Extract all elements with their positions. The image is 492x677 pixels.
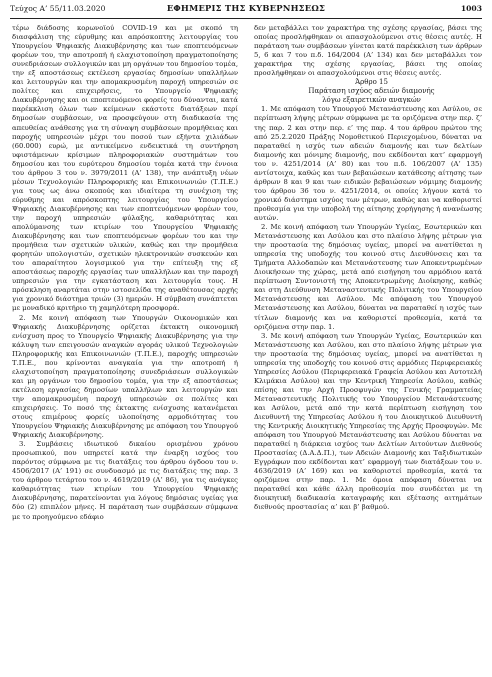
article-subtitle: Παράταση ισχύος αδειών διαμονής [308, 87, 435, 96]
paragraph: 1. Με απόφαση του Υπουργού Μετανάστευσης και Ασύλου, σε περίπτωση λήψης μέτρων σύμφωνα με τα οριζόμενα στην περ. ζ’ της παρ. 2 και στην περ. ε’ της παρ. 4 του άρθρου πρώτου της από 25.2.2020 Πράξης Νομοθετικού Περιεχομένου, δύναται να παραταθεί η ισχύς των αδειών διαμονής και των δελτίων διαμονής και μόνιμης διαμονής, που εκδίδονται κατ’ εφαρμογή του ν. 4251/2014 (Α’ 80) και του π.δ. 106/2007 (Α’ 135) αντίστοιχα, καθώς και των βεβαιώσεων κατάθεσης αίτησης των άρθρων 8 και 9 και των ειδικών βεβαιώσεων νόμιμης διαμονής του άρθρου 36 του ν. 4251/2014, οι οποίες λήγουν κατά το χρονικό διάστημα ισχύος των μέτρων, καθώς και να καθοριστεί προθεσμία για την υποβολή της αίτησης χορήγησης ή ανανέωσης αυτών. [254, 105, 482, 222]
left-column [12, 24, 238, 522]
paragraph: 3. Με κοινή απόφαση των Υπουργών Υγείας, Εσωτερικών και Μετανάστευσης και Ασύλου, και στο πλαίσιο λήψης μέτρων για την προστασία της δημόσιας υγείας, μπορεί να ανατίθεται η υπηρεσία της υποδοχής του κοινού στις αρμόδιες Περιφερειακές Υπηρεσίες Ασύλου (Περιφερειακά Γραφεία Ασύλου και Αυτοτελή Κλιμάκια Ασύλου) και την Κεντρική Υπηρεσία Ασύλου, καθώς επίσης και την Αρχή Προσφυγών της Γενικής Γραμματείας Μεταναστευτικής Πολιτικής του Υπουργείου Μετανάστευσης και Ασύλου, μετά από την κατά περίπτωση εισήγηση του Διευθυντή της Υπηρεσίας Ασύλου ή του Διοικητικού Διευθυντή της Κεντρικής Διοικητικής Υπηρεσίας της Αρχής Προσφυγών. Με απόφαση του Υπουργού Μετανάστευσης και Ασύλου δύναται να παραταθεί η διάρκεια ισχύος των Δελτίων Αιτούντων Διεθνούς Προστασίας (Δ.Α.Δ.Π.), των Αδειών Διαμονής και Ταξιδιωτικών Εγγράφων που εκδίδονται κατ’ εφαρμογή των διατάξεων του ν. 4636/2019 (Α’ 169) και να καθοριστεί προθεσμία, κατά τα οριζόμενα στην παρ. 1. Με όμοια απόφαση δύναται να παραταθεί και κάθε άλλη προθεσμία που συνδέεται με τη διοικητική διαδικασία καταγραφής και εξέτασης αιτημάτων διεθνούς προστασίας α’ και β’ βαθμού. [254, 331, 482, 512]
paragraph: δεν μεταβάλλει τον χαρακτήρα της σχέσης εργασίας, βάσει της οποίας προσλήφθηκαν οι απασχολούμενοι στις θέσεις αυτές. Η παράταση των συμβάσεων γίνεται κατά παρέκκλιση των άρθρων 5, 6 και 7 του π.δ. 164/2004 (Α’ 134) και δεν μεταβάλλει τον χαρακτήρα της σχέσης εργασίας, βάσει της οποίας προσλήφθηκαν οι απασχολούμενοι στις θέσεις αυτές. [254, 24, 482, 78]
paragraph: 2. Με κοινή απόφαση των Υπουργών Υγείας, Εσωτερικών και Μετανάστευσης και Ασύλου και στο πλαίσιο λήψης μέτρων για την προστασία της δημόσιας υγείας, μπορεί να ανατίθεται η υπηρεσία της υποδοχής του κοινού στις Διευθύνσεις και τα Τμήματα Αλλοδαπών και Μετανάστευσης των Αποκεντρωμένων Διοικήσεων της χώρας, μετά από εισήγηση του αρμόδιου κατά περίπτωση Συντονιστή της Αποκεντρωμένης Διοίκησης, καθώς και στη Διεύθυνση Μεταναστευτικής Πολιτικής του Υπουργείου Μετανάστευσης και Ασύλου. Με απόφαση του Υπουργού Μετανάστευσης και Ασύλου, δύναται να παραταθεί η ισχύς των τίτλων διαμονής και να καθοριστεί προθεσμία, κατά τα οριζόμενα στην παρ. 1. [254, 223, 482, 331]
gazette-title: ΕΦΗΜΕΡΙΣ ΤΗΣ ΚΥΒΕΡΝΗΣΕΩΣ [166, 3, 326, 13]
paragraph: 2. Με κοινή απόφαση των Υπουργών Οικονομικών και Ψηφιακής Διακυβέρνησης ορίζεται έκτακτη οικονομική ενίσχυση προς το Υπουργείο Ψηφιακής Διακυβέρνησης για την κάλυψη των επειγουσών αναγκών αγοράς υλικού Τεχνολογιών Πληροφορικής και Επικοινωνιών (Τ.Π.Ε.), παροχής υπηρεσιών Τ.Π.Ε., που κρίνονται αναγκαία για την αποτροπή ή ελαχιστοποίηση πραγματοποίησης συνεδριάσεων συλλογικών και μη οργάνων του δημοσίου τομέα, για την εξ αποστάσεως εκτέλεση εργασίας δημοσίων υπαλλήλων και λειτουργών και την απομακρυσμένη παροχή υπηρεσιών σε πολίτες και επιχειρήσεις. Το ποσό της έκτακτης ενίσχυσης κατανέμεται στους επιμέρους φορείς υλοποίησης αρμοδιότητας του Υπουργείου Ψηφιακής Διακυβέρνησης με απόφαση του Υπουργού Ψηφιακής Διακυβέρνησης. [12, 313, 238, 440]
article-title: Άρθρο 15 [355, 78, 388, 87]
page-header [10, 0, 482, 19]
paragraph: τέρω διάδοσης κορωνοϊού COVID-19 και με σκοπό τη διασφάλιση της εύρυθμης και απρόσκοπτης λειτουργίας του Υπουργείου Ψηφιακής Διακυβέρνησης και των εποπτευόμενων φορέων του, την αποτροπή ή ελαχιστοποίηση πραγματοποίησης συνεδριάσεων συλλογικών και μη οργάνων του δημοσίου τομέα, την εξ αποστάσεως εκτέλεση εργασίας δημοσίων υπαλλήλων και λειτουργών και την απομακρυσμένη παροχή υπηρεσιών σε πολίτες και επιχειρήσεις, το Υπουργείο Ψηφιακής Διακυβέρνησης και οι εποπτευόμενοι φορείς του δύνανται, κατά παρέκκλιση όλων των κείμενων εκάστοτε διατάξεων περί δημοσίων συμβάσεων, να προσφεύγουν στη διαδικασία της απευθείας ανάθεσης για τη σύναψη συμβάσεων προμήθειας και παροχής υπηρεσιών μέχρι του ποσού των εξήντα χιλιάδων (60.000) ευρώ, με αντικείμενο ενδεικτικά τη συντήρηση υφιστάμενων κρίσιμων πληροφοριακών συστημάτων του δημοσίου και του ευρύτερου δημοσίου τομέα κατά την έννοια του άρθρου 3 του ν. 3979/2011 (Α’ 138), την ανάπτυξη νέων μέσων Τεχνολογιών Πληροφορικής και Επικοινωνιών (Τ.Π.Ε.) για τους ως άνω σκοπούς και ιδιαίτερα τη συνέχιση της εύρυθμης και απρόσκοπτης λειτουργίας του Υπουργείου Ψηφιακής Διακυβέρνησης και των εποπτευόμενων φορέων του, την παροχή υπηρεσιών φύλαξης, καθαριότητας και απολύμανσης των κτιρίων του Υπουργείου Ψηφιακής Διακυβέρνησης και των εποπτευόμενων φορέων του και την προμήθεια των σχετικών υλικών, καθώς και την προμήθεια φορητών υπολογιστών, σχετικών ηλεκτρονικών συσκευών και του απαραίτητου λογισμικού για την επίτευξη της εξ αποστάσεως παροχής εργασίας των υπαλλήλων και την παροχή υπηρεσιών για την εγκατάσταση και λειτουργία τους. Η πρόσκληση αναρτάται στην ιστοσελίδα της αναθέτουσας αρχής για χρονικό διάστημα τριών (3) ημερών. Η σύμβαση συνάπτεται με μοναδικό κριτήριο τη χαμηλότερη προσφορά. [12, 24, 238, 313]
article-subtitle-line2: λόγω εξαιρετικών αναγκών [322, 96, 421, 105]
paragraph: 3. Συμβάσεις ιδιωτικού δικαίου ορισμένου χρόνου προσωπικού, που υπηρετεί κατά την έναρξη ισχύος του παρόντος σύμφωνα με τις διατάξεις του άρθρου όγδοου του ν. 4506/2017 (Α’ 191) σε συνδυασμό με τις διατάξεις της παρ. 3 του άρθρου τετάρτου του ν. 4619/2019 (Α’ 86), για τις ανάγκες καθαριότητας των κτιρίων του Υπουργείου Ψηφιακής Διακυβέρνησης, παρατείνονται για λόγους δημόσιας υγείας για δύο (2) επιπλέον μήνες. Η παράταση των συμβάσεων σύμφωνα με το προηγούμενο εδάφιο [12, 440, 238, 521]
right-column [254, 24, 482, 513]
page-number: 1003 [460, 4, 482, 13]
issue-number: Τεύχος Α’ 55/11.03.2020 [10, 4, 106, 13]
